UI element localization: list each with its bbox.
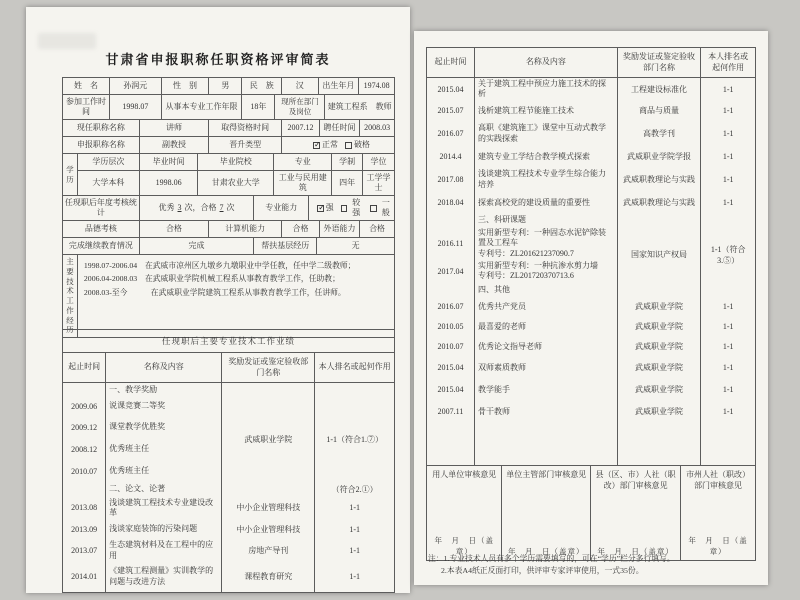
checkbox-average (370, 205, 376, 212)
achievement-section-row (63, 383, 395, 397)
achievement-org: 工程建设标准化 (617, 78, 701, 101)
education-value-row (78, 171, 394, 195)
header-rank: 本人排名或起何作用 (701, 48, 755, 78)
achievement-content: 教学能手 (475, 379, 618, 401)
header-date: 起止时间 (63, 353, 106, 383)
moral-value: 合格 (140, 221, 210, 237)
achievement-content: 建筑专业工学结合教学模式探索 (475, 147, 618, 167)
achievement-content: 说课竞赛二等奖 (106, 397, 222, 417)
gender-value: 男 (209, 78, 242, 94)
checkbox-exceptional (345, 142, 352, 149)
achievement-date: 2007.11 (437, 407, 464, 417)
dept-value: 建筑工程系 教师 (327, 102, 392, 111)
achievement-row (427, 317, 755, 337)
achievement-date: 2015.04 (437, 363, 464, 373)
achievement-date: 2008.12 (71, 445, 98, 454)
education-subtable (78, 154, 394, 195)
achievement-rank: 1-1 (701, 317, 755, 337)
current-title-label: 现任职称名称 (63, 120, 140, 136)
achievement-content: 优秀论文指导老师 (475, 337, 618, 357)
footnotes (428, 553, 675, 578)
grad-school-value: 甘肃农业大学 (198, 171, 274, 195)
section-label: 三、科研课题 (475, 213, 618, 227)
apply-title-value: 副教授 (140, 137, 210, 153)
current-title-value: 讲师 (140, 120, 210, 136)
achievement-rank: 1-1 (701, 78, 755, 101)
major-header: 专业 (274, 154, 332, 170)
work-history-line: 1998.07-2006.04 在武威市凉州区九墩乡九墩职业中学任教，任中学二级教师； (83, 261, 356, 270)
bleed-through-mark (38, 33, 96, 49)
achievement-section-row (427, 283, 755, 297)
birth-label: 出生年月 (319, 78, 360, 94)
achievement-content: 浅谈家庭装饰的污染问题 (106, 519, 222, 539)
option-normal-label: 正常 (322, 140, 339, 149)
opinion-supervising-dept (502, 466, 591, 560)
foreign-language-value: 合格 (369, 224, 386, 233)
achievement-date: 2014.01 (71, 572, 98, 582)
achievement-rank: 1-1 (701, 121, 755, 147)
qualification-time-value: 2007.12 (282, 120, 320, 136)
achievement-date: 2009.06 (71, 402, 98, 411)
join-label: 参加工作时间 (63, 95, 110, 119)
achievement-content: 课堂教学优胜奖 (106, 417, 222, 439)
achievement-content: 浅谈建筑工程技术专业学生综合能力培养 (475, 167, 618, 193)
ethnic-value: 汉 (282, 78, 318, 94)
info-row-identity (63, 78, 394, 95)
foreign-language-label: 外语能力 (320, 221, 360, 237)
achievement-rank: 1-1 (701, 193, 755, 213)
work-history-line: 2006.04-2008.03 在武威职业学院机械工程系从事教育教学工作，任助教； (83, 274, 340, 284)
achievement-org: 武威职业学院学报 (617, 147, 701, 167)
patent-number: 专利号：ZL201720370713.6 (478, 271, 574, 281)
checkbox-fairly-strong (341, 205, 347, 212)
achievement-org: 国家知识产权局 (617, 227, 701, 283)
stamp-date-line: 年 月 日（盖章） (507, 546, 585, 556)
achievement-content: 双师素质教师 (475, 357, 618, 379)
duration-value: 四年 (332, 171, 363, 195)
annual-pass-count: 7 (219, 203, 224, 212)
achievement-date: 2014.4 (439, 152, 462, 162)
annual-part: 次，合格 (184, 203, 217, 212)
achievement-date: 2013.08 (71, 503, 98, 513)
achievement-org: 武威职教理论与实践 (617, 193, 701, 213)
achievement-rank: 1-1 (701, 337, 755, 357)
achievement-org: 中小企业管理科技 (222, 497, 315, 520)
review-opinions-row (427, 465, 755, 560)
opinion-county-hr (591, 466, 681, 560)
achievement-date: 2017.04 (437, 266, 464, 276)
achievement-date: 2016.07 (437, 129, 464, 139)
achievement-content: 关于建筑工程中预应力施工技术的探析 (475, 78, 618, 101)
years-value: 18年 (242, 95, 275, 119)
ability-label: 专业能力 (254, 196, 309, 220)
annual-review-value (140, 196, 255, 220)
achievements-title: 任现职后主要专业技术工作业绩 (63, 330, 395, 353)
opinion-label: 县（区、市）人社（职改）部门审核意见 (595, 469, 676, 490)
achievement-date: 2018.04 (437, 198, 464, 208)
achievement-rank: 1-1（符合3.⑤） (701, 227, 755, 283)
achievement-date: 2013.09 (71, 524, 98, 534)
stamp-date-line: 年 月 日（盖章） (434, 536, 494, 556)
achievement-row (427, 337, 755, 357)
info-row-education-cont (63, 238, 394, 255)
option-average-label: 一般 (381, 198, 390, 217)
computer-label: 计算机能力 (209, 221, 282, 237)
achievement-date: 2010.07 (71, 467, 98, 476)
degree-value: 工学学士 (366, 173, 391, 192)
opinion-label: 市州人社（职改）部门审核意见 (686, 469, 751, 490)
opinion-label: 用人单位审核意见 (432, 469, 497, 479)
achievement-rank: 1-1（符合1.⑦） (315, 397, 395, 483)
option-fairly-strong-label: 较强 (352, 198, 361, 217)
footnote-line: 2.本表A4纸正反面打印，供评审专家评审使用，一式35份。 (441, 566, 644, 576)
info-row-work-history (63, 255, 394, 337)
achievement-row (427, 147, 755, 167)
page-right (414, 31, 768, 585)
ethnic-label: 民 族 (242, 78, 282, 94)
section-rank-note: （符合2.①） (315, 483, 395, 497)
ability-options (309, 196, 394, 220)
achievement-rank: 1-1 (315, 497, 395, 520)
achievement-content: 优秀共产党员 (475, 297, 618, 317)
achievement-org: 武威职业学院 (617, 337, 701, 357)
achievement-row (427, 379, 755, 401)
annual-part: 优秀 (158, 203, 175, 212)
achievement-row (63, 497, 395, 520)
work-history-text (78, 255, 394, 337)
grassroots-label: 帮扶基层经历 (254, 238, 317, 254)
moral-label: 品德考核 (63, 221, 140, 237)
form-title: 甘肃省申报职称任职资格评审简表 (105, 52, 331, 67)
edu-level-value: 大学本科 (78, 171, 140, 195)
grad-school-header: 毕业院校 (198, 154, 274, 170)
dept-label: 现所在部门及岗位 (275, 95, 325, 119)
achievement-row (427, 401, 755, 423)
achievement-date: 2015.04 (437, 385, 464, 395)
stamp-date-line: 年 月 日（盖章） (688, 536, 748, 556)
patent-number: 专利号：ZL201621237090.7 (478, 248, 574, 258)
achievement-row (427, 167, 755, 193)
achievement-content: 探索高校党的建设质量的重要性 (475, 193, 618, 213)
achievements-box-right (426, 47, 756, 561)
name-label: 姓 名 (63, 78, 110, 94)
achievement-rank: 1-1 (701, 147, 755, 167)
achievement-rank: 1-1 (701, 297, 755, 317)
achievement-row (427, 193, 755, 213)
degree-header: 学位 (370, 157, 387, 166)
achievement-content (475, 260, 618, 283)
achievement-org: 武威职业学院 (617, 401, 701, 423)
checkbox-strong (317, 205, 323, 212)
option-exceptional-label: 破格 (354, 140, 371, 149)
achievement-content: 《建筑工程测量》实训教学的问题与改进方法 (106, 562, 222, 592)
achievement-rank: 1-1 (701, 357, 755, 379)
education-header-row (78, 154, 394, 171)
opinion-label: 单位主管部门审核意见 (506, 469, 587, 479)
achievement-date: 2009.12 (71, 423, 98, 432)
option-strong-label: 强 (325, 203, 334, 212)
computer-value: 合格 (282, 221, 320, 237)
achievement-content: 生态建筑材料及在工程中的应用 (106, 539, 222, 562)
header-content: 名称及内容 (106, 353, 222, 383)
checkbox-normal (313, 142, 320, 149)
footnote-line: 注：1.专业技术人员有多个学历需要填写的，可在“学历”栏分多行填写。 (428, 554, 675, 563)
achievement-content: 浅析建筑工程节能施工技术 (475, 101, 618, 121)
achievement-row-patent (427, 227, 755, 260)
section-label: 二、论文、论著 (106, 483, 222, 497)
achievement-content: 高职《建筑施工》课堂中互动式教学的实践探索 (475, 121, 618, 147)
header-content: 名称及内容 (475, 48, 618, 78)
achievement-org: 武威职业学院 (617, 379, 701, 401)
continuing-education-label: 完成继续教育情况 (63, 238, 140, 254)
achievement-row (63, 562, 395, 592)
edu-level-header: 学历层次 (78, 154, 140, 170)
achievement-rank: 1-1 (701, 401, 755, 423)
work-history-line: 2008.03-至今 在武威职业学院建筑工程系从事教育教学工作，任讲师。 (83, 287, 346, 297)
achievement-org: 武威职业学院 (222, 397, 315, 483)
achievement-date: 2010.07 (437, 342, 464, 352)
major-value: 工业与民用建筑 (274, 171, 332, 195)
grad-time-header: 毕业时间 (140, 154, 198, 170)
achievement-org: 武威职业学院 (617, 357, 701, 379)
achievement-row (63, 397, 395, 417)
achievement-row (427, 78, 755, 101)
achievement-content: 优秀班主任 (106, 439, 222, 461)
join-value: 1998.07 (110, 95, 162, 119)
achievement-section-row (427, 213, 755, 227)
annual-review-label: 任现职后年度考核统计 (63, 196, 140, 220)
achievement-row (427, 297, 755, 317)
achievement-date: 2016.07 (437, 302, 464, 312)
achievement-row (427, 121, 755, 147)
achievement-org: 商品与质量 (617, 101, 701, 121)
achievement-date: 2015.04 (437, 84, 464, 94)
achievement-date: 2015.07 (437, 106, 464, 116)
page-left (26, 7, 410, 593)
info-row-annual-review (63, 196, 394, 221)
education-label: 学历 (63, 154, 78, 195)
annual-part: 次 (226, 203, 235, 212)
info-row-apply-title (63, 137, 394, 154)
personal-info-table (62, 77, 395, 338)
achievement-rank: 1-1 (701, 167, 755, 193)
achievement-rank: 1-1 (701, 101, 755, 121)
achievement-rank: 1-1 (315, 519, 395, 539)
achievements-title-row (63, 330, 395, 353)
achievement-org: 武威职业学院 (617, 317, 701, 337)
achievement-content: 优秀班主任 (106, 461, 222, 483)
achievement-date: 2017.08 (437, 175, 464, 185)
header-date: 起止时间 (427, 48, 475, 78)
achievement-date: 2010.05 (437, 322, 464, 332)
spacer-row (427, 423, 755, 465)
opinion-employer (427, 466, 502, 560)
achievement-row (63, 539, 395, 562)
achievement-row (427, 101, 755, 121)
achievement-rank: 1-1 (315, 562, 395, 592)
achievements-table-left (62, 329, 395, 593)
info-education-block (63, 154, 394, 196)
achievement-content: 骨干教师 (475, 401, 618, 423)
achievement-content: 最喜爱的老师 (475, 317, 618, 337)
promotion-type-options (282, 137, 394, 153)
achievement-row (63, 519, 395, 539)
patent-title: 实用新型专利：一种抗渗水剪力墙 (478, 260, 599, 270)
achievement-rank: 1-1 (315, 539, 395, 562)
info-row-current-title (63, 120, 394, 137)
achievement-date: 2013.07 (71, 546, 98, 556)
name-value: 孙润元 (110, 78, 162, 94)
info-row-skills (63, 221, 394, 238)
duration-header: 学制 (332, 154, 363, 170)
info-row-work (63, 95, 394, 120)
continuing-education-value: 完成 (140, 238, 255, 254)
stamp-date-line: 年 月 日（盖章） (597, 546, 674, 556)
header-org: 奖励发证或鉴定验收部门名称 (617, 48, 701, 78)
section-label: 一、教学奖励 (106, 383, 222, 397)
years-label: 从事本专业工作年限 (162, 95, 243, 119)
achievement-date: 2016.11 (437, 238, 464, 248)
hire-time-value: 2008.03 (364, 123, 391, 132)
patent-title: 实用新型专利：一种固态水泥铲除装置及工程车 (478, 227, 607, 248)
header-rank: 本人排名或起何作用 (315, 353, 395, 383)
achievement-section-row (63, 483, 395, 497)
achievement-content (475, 227, 618, 260)
achievements-table-right (427, 48, 755, 465)
achievement-rank: 1-1 (701, 379, 755, 401)
achievement-org: 中小企业管理科技 (222, 519, 315, 539)
annual-excellent-count: 3 (177, 203, 182, 212)
achievement-org: 武威职业学院 (617, 297, 701, 317)
achievements-header-row (427, 48, 755, 78)
section-label: 四、其他 (475, 283, 618, 297)
achievement-org: 课程教育研究 (222, 562, 315, 592)
hire-time-label: 聘任时间 (320, 120, 360, 136)
opinion-city-hr (681, 466, 755, 560)
achievement-org: 武威职教理论与实践 (617, 167, 701, 193)
achievement-org: 高教学刊 (617, 121, 701, 147)
grad-time-value: 1998.06 (140, 171, 198, 195)
work-history-label: 主要技术工作经历 (63, 255, 78, 337)
birth-value: 1974.08 (363, 81, 390, 90)
achievement-org: 房地产导刊 (222, 539, 315, 562)
gender-label: 性 别 (162, 78, 210, 94)
qualification-time-label: 取得资格时间 (209, 120, 282, 136)
achievement-content: 浅谈建筑工程技术专业建设改革 (106, 497, 222, 520)
achievements-header-row (63, 353, 395, 383)
achievement-row (427, 357, 755, 379)
promotion-type-label: 晋升类型 (209, 137, 282, 153)
grassroots-value: 无 (351, 241, 360, 250)
apply-title-label: 申报职称名称 (63, 137, 140, 153)
header-org: 奖励发证或鉴定验收部门名称 (222, 353, 315, 383)
